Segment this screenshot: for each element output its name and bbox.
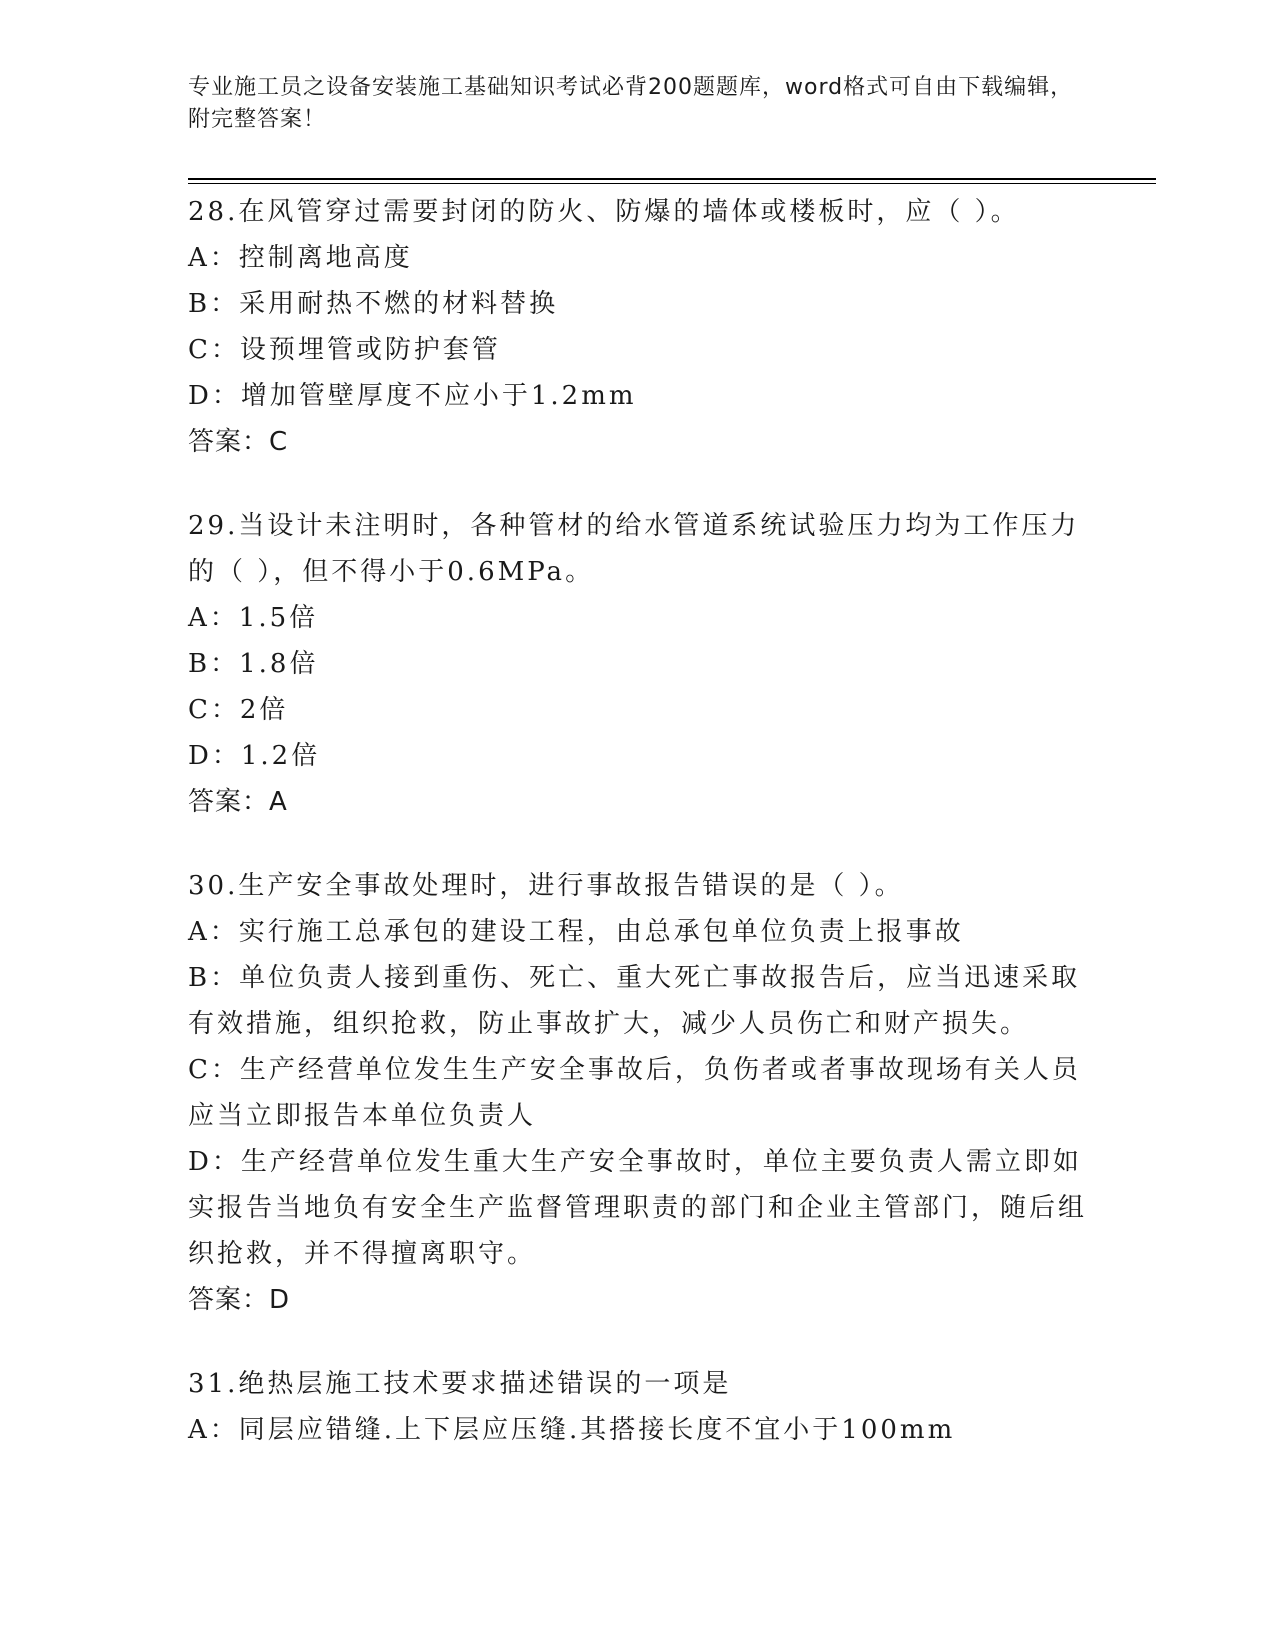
question-list [188, 189, 1088, 1491]
option-c: C：2倍 [188, 695, 289, 725]
option-a: A：1.5倍 [188, 603, 319, 633]
question-29 [188, 503, 1088, 825]
option-a: A：实行施工总承包的建设工程，由总承包单位负责上报事故 [188, 917, 964, 947]
question-stem: 29.当设计未注明时，各种管材的给水管道系统试验压力均为工作压力的（ ），但不得小于0.6MPa。 [188, 511, 1080, 587]
option-c: C：设预埋管或防护套管 [188, 335, 501, 365]
option-d: D：生产经营单位发生重大生产安全事故时，单位主要负责人需立即如实报告当地负有安全生产监督管理职责的部门和企业主管部门，随后组织抢救，并不得擅离职守。 [188, 1147, 1088, 1269]
option-d: D：增加管壁厚度不应小于1.2mm [188, 381, 637, 411]
document-title: 专业施工员之设备安装施工基础知识考试必背200题题库，word格式可自由下载编辑，附完整答案！ [188, 75, 1074, 132]
option-b: B：1.8倍 [188, 649, 319, 679]
option-b: B：单位负责人接到重伤、死亡、重大死亡事故报告后，应当迅速采取有效措施，组织抢救，防止事故扩大，减少人员伤亡和财产损失。 [188, 963, 1081, 1039]
answer-label: 答案：C [188, 427, 289, 457]
answer-label: 答案：A [188, 787, 288, 817]
question-30 [188, 863, 1088, 1323]
option-b: B：采用耐热不燃的材料替换 [188, 289, 559, 319]
question-stem: 31.绝热层施工技术要求描述错误的一项是 [188, 1369, 732, 1399]
question-28 [188, 189, 1088, 465]
header-divider-thick [188, 178, 1156, 180]
option-d: D：1.2倍 [188, 741, 321, 771]
header-divider-thin [188, 183, 1156, 184]
question-stem: 28.在风管穿过需要封闭的防火、防爆的墙体或楼板时，应（ ）。 [188, 197, 1020, 227]
answer-label: 答案：D [188, 1285, 291, 1315]
option-c: C：生产经营单位发生生产安全事故后，负伤者或者事故现场有关人员应当立即报告本单位负责人 [188, 1055, 1081, 1131]
question-31 [188, 1361, 1088, 1453]
option-a: A：同层应错缝.上下层应压缝.其搭接长度不宜小于100mm [188, 1415, 956, 1445]
option-a: A：控制离地高度 [188, 243, 413, 273]
question-stem: 30.生产安全事故处理时，进行事故报告错误的是（ ）。 [188, 871, 904, 901]
